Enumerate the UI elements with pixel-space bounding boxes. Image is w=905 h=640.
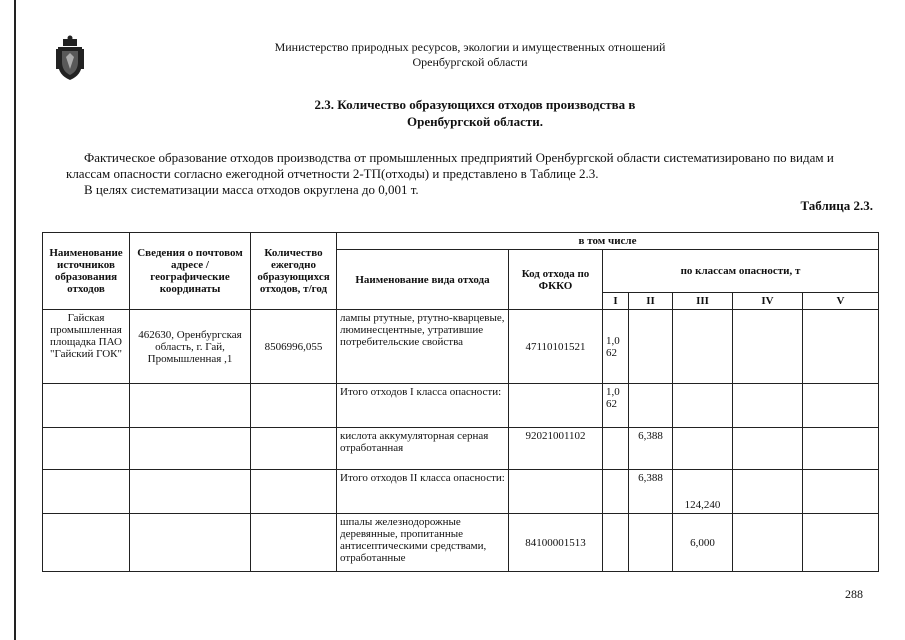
cell-source [43,428,130,470]
cell-class-4 [733,310,803,384]
body-paragraph-2: В целях систематизации масса отходов округлена до 0,001 т. [84,182,419,197]
header-waste-name: Наименование вида отхода [337,250,509,310]
cell-class-3: 6,000 [673,514,733,572]
cell-source: Гайская промышленная площадка ПАО "Гайский ГОК" [43,310,130,384]
cell-class-2 [629,384,673,428]
cell-class-1 [603,428,629,470]
region-name: Оренбургской области [412,55,528,69]
cell-address: 462630, Оренбургская область, г. Гай, Промышленная ,1 [130,310,251,384]
cell-class-4 [733,384,803,428]
cell-class-3: 124,240 [673,470,733,514]
cell-fkko [509,470,603,514]
cell-class-4 [733,514,803,572]
cell-address [130,384,251,428]
cell-waste-name: Итого отходов II класса опасности: [337,470,509,514]
cell-class-5 [803,384,879,428]
cell-class-1: 1,062 [603,310,629,384]
cell-class-4 [733,428,803,470]
cell-class-5 [803,514,879,572]
cell-waste-name: Итого отходов I класса опасности: [337,384,509,428]
cell-address [130,428,251,470]
header-hazard-classes: по классам опасности, т [603,250,879,293]
cell-class-3 [673,428,733,470]
cell-class-1 [603,514,629,572]
cell-source [43,514,130,572]
cell-waste-name: шпалы железнодорожные деревянные, пропитанные антисептическими средствами, отработанные [337,514,509,572]
table-row [43,470,879,514]
cell-fkko: 92021001102 [509,428,603,470]
cell-class-1 [603,470,629,514]
header-quantity: Количество ежегодно образующихся отходов, т/год [251,233,337,310]
cell-class-2 [629,310,673,384]
table-row [43,428,879,470]
section-title-line-1: 2.3. Количество образующихся отходов производства в [314,97,636,112]
header-source: Наименование источников образования отходов [43,233,130,310]
table-row [43,384,879,428]
table-caption: Таблица 2.3. [800,198,873,213]
cell-quantity [251,384,337,428]
page-number: 288 [845,587,863,601]
cell-class-2 [629,514,673,572]
header-fkko: Код отхода по ФККО [509,250,603,310]
cell-address [130,470,251,514]
cell-address [130,514,251,572]
header-including: в том числе [337,233,879,250]
header-class-1: I [603,293,629,310]
cell-fkko [509,384,603,428]
cell-class-3 [673,310,733,384]
cell-quantity [251,428,337,470]
table-header-row-1 [43,233,879,250]
table-row [43,514,879,572]
cell-class-2: 6,388 [629,470,673,514]
cell-class-3 [673,384,733,428]
orenburg-coat-of-arms-icon [52,35,88,81]
section-title-line-2: Оренбургской области. [407,114,543,129]
cell-class-1: 1,062 [603,384,629,428]
document-header [150,40,790,70]
cell-fkko: 84100001513 [509,514,603,572]
cell-source [43,384,130,428]
header-class-2: II [629,293,673,310]
cell-class-5 [803,310,879,384]
waste-table [42,232,879,572]
body-paragraph-1: Фактическое образование отходов производства от промышленных предприятий Оренбургской области систематизировано по видам и классам опасности согласно ежегодной отчетности 2-ТП(отходы) и представлено в Таблице 2.3. [66,150,834,181]
cell-source [43,470,130,514]
ministry-name: Министерство природных ресурсов, экологии и имущественных отношений [274,40,666,54]
cell-waste-name: кислота аккумуляторная серная отработанная [337,428,509,470]
cell-quantity [251,514,337,572]
header-class-5: V [803,293,879,310]
cell-class-4 [733,470,803,514]
table-row [43,310,879,384]
header-address: Сведения о почтовом адресе / географические координаты [130,233,251,310]
body-text [66,150,876,198]
cell-class-2: 6,388 [629,428,673,470]
cell-class-5 [803,428,879,470]
header-class-3: III [673,293,733,310]
binding-edge-line [14,0,16,640]
cell-waste-name: лампы ртутные, ртутно-кварцевые, люминесцентные, утратившие потребительские свойства [337,310,509,384]
cell-quantity: 8506996,055 [251,310,337,384]
section-title [170,96,780,130]
cell-fkko: 47110101521 [509,310,603,384]
cell-quantity [251,470,337,514]
header-class-4: IV [733,293,803,310]
cell-class-5 [803,470,879,514]
